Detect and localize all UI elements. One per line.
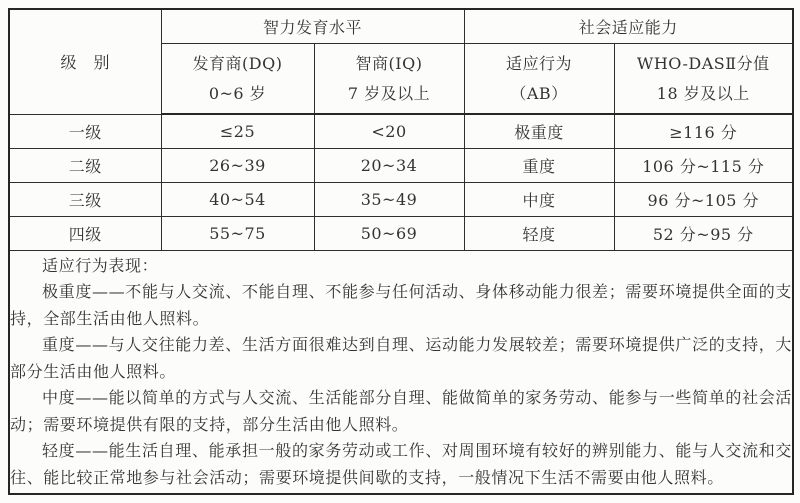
table-notes-row: [9, 251, 793, 495]
header-dq-age: 0~6 岁: [208, 83, 267, 103]
table-row-grade-4: [9, 217, 793, 251]
header-ab-abbr: （AB）: [510, 83, 568, 103]
table-row-grade-3: [9, 183, 793, 217]
notes-cell: [9, 251, 793, 495]
header-cell-intellectual-development: 智力发育水平: [161, 9, 464, 44]
header-cell-ab: [464, 44, 614, 115]
cell-whodas: 106 分~115 分: [614, 149, 793, 183]
notes-title: 适应行为表现：: [42, 255, 159, 275]
table-row-grade-2: [9, 149, 793, 183]
cell-dq: 26~39: [161, 149, 314, 183]
cell-dq: ≤25: [161, 114, 314, 149]
header-whodas-label: WHO-DASⅡ分值: [636, 53, 770, 73]
header-cell-iq: [314, 44, 464, 115]
notes-paragraph-mild: 轻度——能生活自理、能承担一般的家务劳动或工作、对周围环境有较好的辨别能力、能与人交流和交往、能比较正常地参与社会活动；需要环境提供间歇的支持，一般情况下生活不需要由他人照料。: [10, 441, 793, 487]
cell-iq: 35~49: [314, 183, 464, 217]
cell-iq: <20: [314, 114, 464, 149]
header-iq-label: 智商(IQ): [355, 53, 423, 73]
header-whodas-age: 18 岁及以上: [656, 83, 750, 103]
cell-ab: 轻度: [464, 217, 614, 251]
cell-ab: 重度: [464, 149, 614, 183]
table-row-grade-1: [9, 114, 793, 149]
header-dq-label: 发育商(DQ): [192, 53, 283, 73]
cell-iq: 50~69: [314, 217, 464, 251]
cell-grade: 二级: [9, 149, 161, 183]
cell-grade: 三级: [9, 183, 161, 217]
header-cell-whodas: [614, 44, 793, 115]
header-cell-grade: 级 别: [9, 9, 161, 114]
cell-whodas: 96 分~105 分: [614, 183, 793, 217]
notes-paragraph-moderate: 中度——能以简单的方式与人交流、生活能部分自理、能做简单的家务劳动、能参与一些简单的社会活动；需要环境提供有限的支持，部分生活由他人照料。: [10, 388, 793, 434]
cell-grade: 四级: [9, 217, 161, 251]
cell-ab: 极重度: [464, 114, 614, 149]
disability-grade-table: [8, 8, 794, 495]
notes-paragraph-profound: 极重度——不能与人交流、不能自理、不能参与任何活动、身体移动能力很差；需要环境提供全面的支持，全部生活由他人照料。: [10, 282, 793, 328]
header-iq-age: 7 岁及以上: [347, 83, 431, 103]
table-header-group-row: [9, 9, 793, 44]
cell-grade: 一级: [9, 114, 161, 149]
header-ab-label: 适应行为: [506, 53, 573, 73]
header-cell-dq: [161, 44, 314, 115]
cell-iq: 20~34: [314, 149, 464, 183]
cell-dq: 40~54: [161, 183, 314, 217]
notes-paragraph-severe: 重度——与人交往能力差、生活方面很难达到自理、运动能力发展较差；需要环境提供广泛的支持，大部分生活由他人照料。: [10, 335, 793, 381]
cell-dq: 55~75: [161, 217, 314, 251]
cell-whodas: ≥116 分: [614, 114, 793, 149]
header-cell-social-adaptation: 社会适应能力: [464, 9, 793, 44]
cell-whodas: 52 分~95 分: [614, 217, 793, 251]
cell-ab: 中度: [464, 183, 614, 217]
